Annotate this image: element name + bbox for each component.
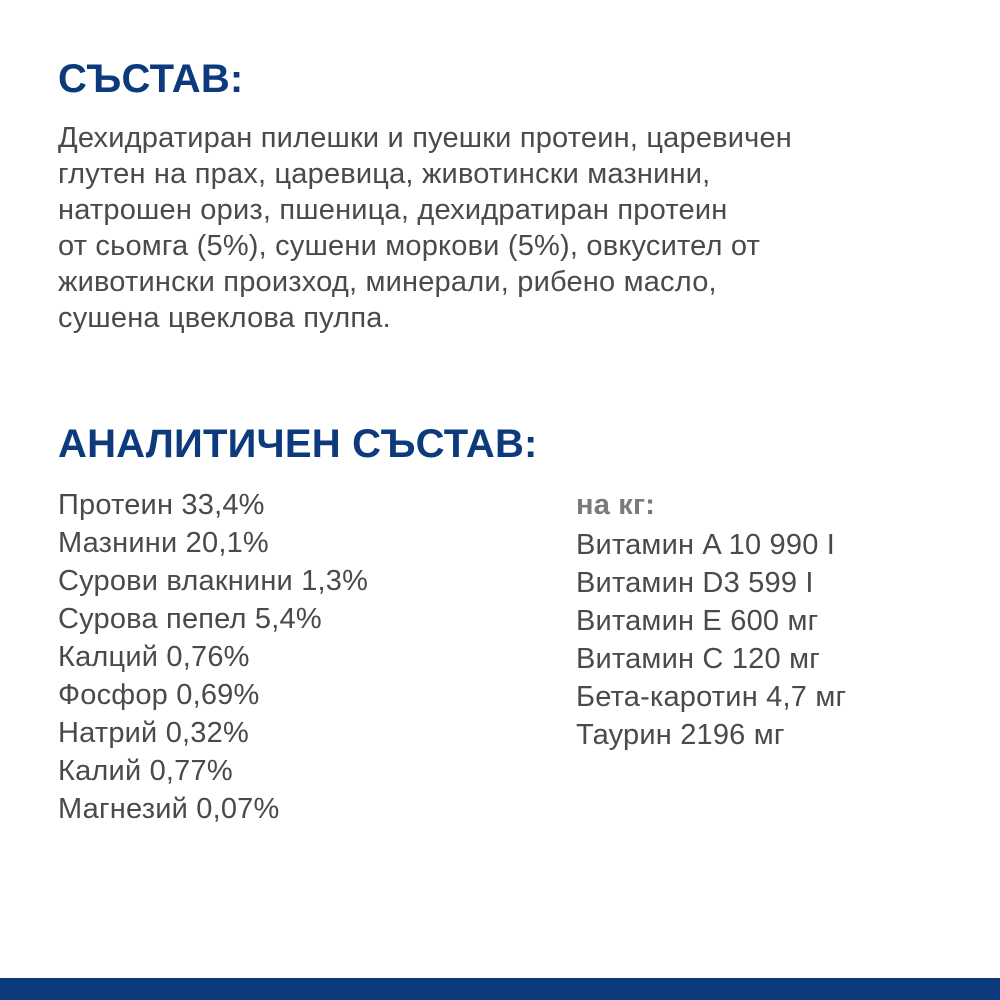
- ingredients-line: сушена цвеклова пулпа.: [58, 302, 391, 334]
- nutrient-item: Сурови влакнини 1,3%: [58, 565, 369, 597]
- nutrient-item: Натрий 0,32%: [58, 717, 249, 749]
- vitamin-item: Витамин E 600 мг: [576, 605, 819, 637]
- nutrient-item: Фосфор 0,69%: [58, 679, 260, 711]
- ingredients-line: от сьомга (5%), сушени моркови (5%), овкусител от: [58, 230, 761, 262]
- ingredients-line: животински произход, минерали, рибено масло,: [58, 266, 717, 298]
- vitamin-item: Бета-каротин 4,7 мг: [576, 681, 847, 713]
- vitamin-item: Таурин 2196 мг: [576, 719, 785, 751]
- vitamin-list: [576, 486, 846, 754]
- vitamin-item: Витамин D3 599 I: [576, 567, 814, 599]
- ingredients-paragraph: [58, 120, 978, 336]
- nutrient-item: Магнезий 0,07%: [58, 793, 280, 825]
- footer-bar: [0, 978, 1000, 1000]
- analytical-composition-heading: АНАЛИТИЧЕН СЪСТАВ:: [58, 422, 538, 466]
- nutrient-list: [58, 486, 368, 828]
- vitamin-item: Витамин C 120 мг: [576, 643, 820, 675]
- ingredients-line: Дехидратиран пилешки и пуешки протеин, царевичен: [58, 122, 793, 154]
- ingredients-line: натрошен ориз, пшеница, дехидратиран протеин: [58, 194, 728, 226]
- nutrient-item: Мазнини 20,1%: [58, 527, 269, 559]
- nutrient-item: Калций 0,76%: [58, 641, 250, 673]
- nutrient-item: Сурова пепел 5,4%: [58, 603, 322, 635]
- ingredients-line: глутен на прах, царевица, животински мазнини,: [58, 158, 711, 190]
- nutrient-item: Протеин 33,4%: [58, 489, 265, 521]
- composition-heading: СЪСТАВ:: [58, 57, 244, 101]
- nutrient-item: Калий 0,77%: [58, 755, 233, 787]
- vitamin-item: Витамин A 10 990 I: [576, 529, 836, 561]
- per-kg-label: на кг:: [576, 489, 656, 521]
